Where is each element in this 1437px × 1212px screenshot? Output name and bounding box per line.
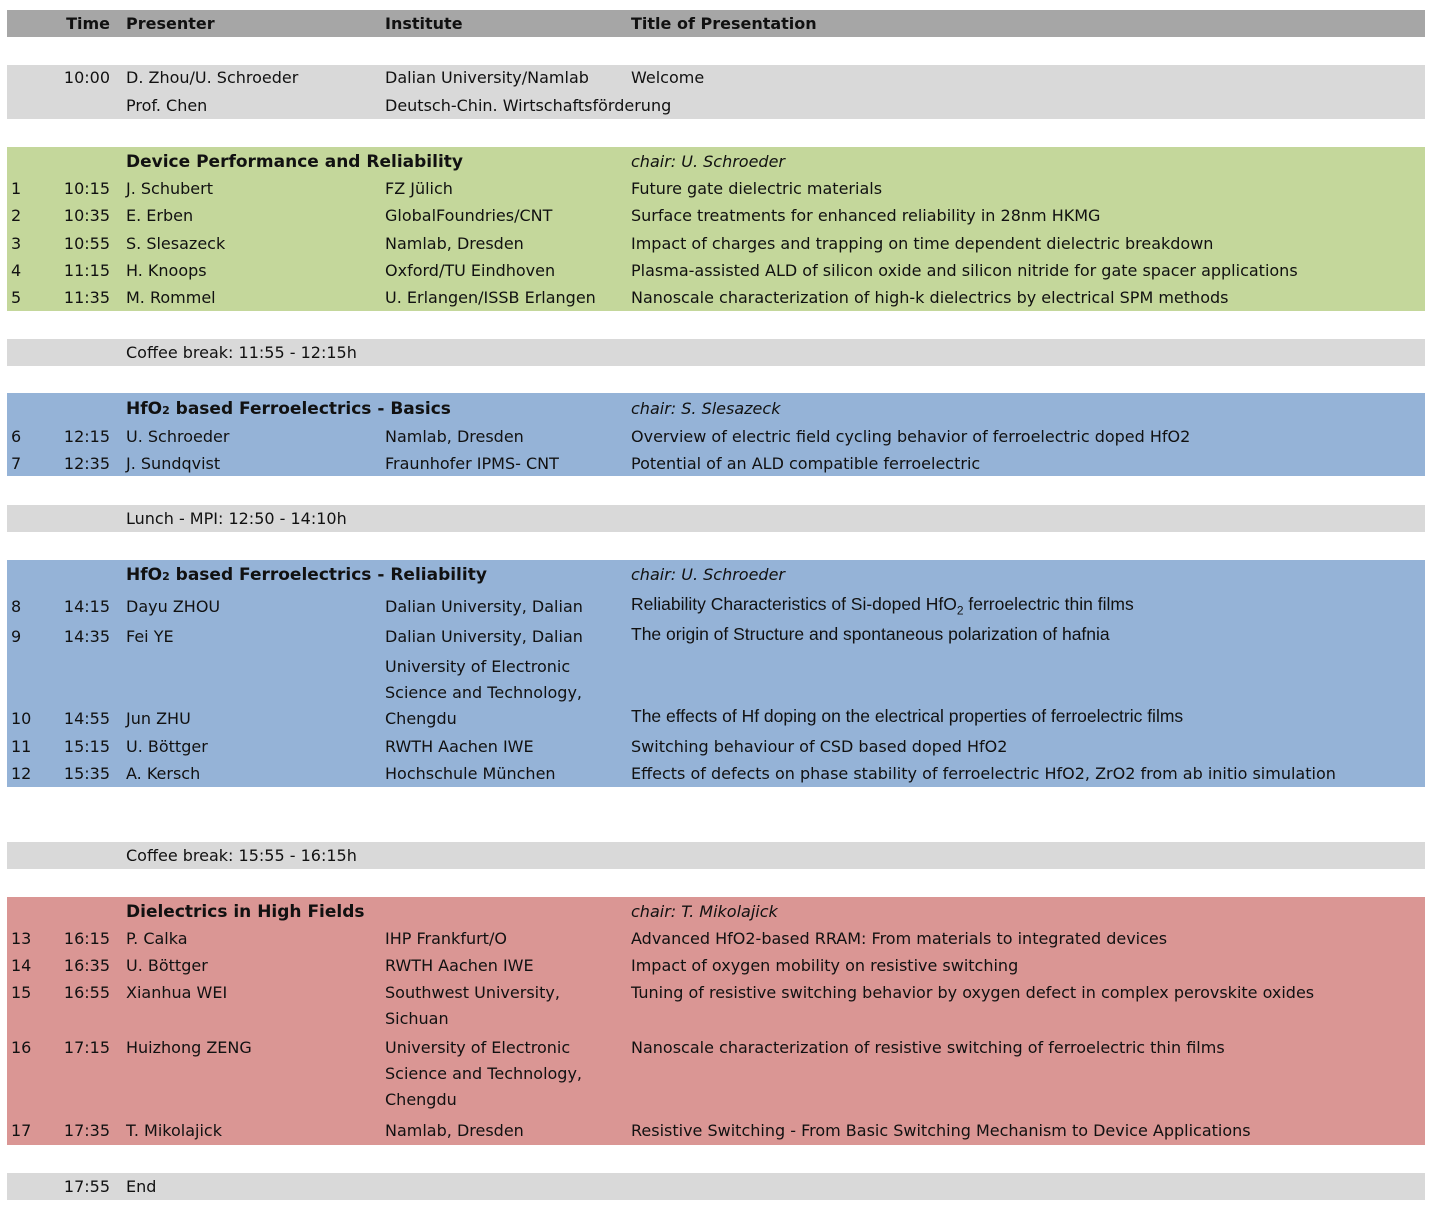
session-title: HfO2 based Ferroelectrics - Basics xyxy=(126,399,451,419)
table-row xyxy=(7,926,1425,952)
row-title: Welcome xyxy=(631,68,705,87)
row-number: 7 xyxy=(11,454,22,473)
row-number: 16 xyxy=(11,1038,32,1057)
row-time: 14:15 xyxy=(63,597,110,616)
row-title: Impact of charges and trapping on time dependent dielectric breakdown xyxy=(631,234,1214,253)
row-time: 12:15 xyxy=(63,427,110,446)
table-row xyxy=(7,203,1425,229)
row-time: 17:55 xyxy=(63,1177,110,1196)
table-row xyxy=(7,93,1425,119)
row-institute: RWTH Aachen IWE xyxy=(385,737,534,756)
header-institute: Institute xyxy=(385,14,463,33)
row-title: Reliability Characteristics of Si-doped HfO$_2$ ferroelectric thin films xyxy=(631,594,1134,618)
row-institute: U. Erlangen/ISSB Erlangen xyxy=(385,288,596,307)
row-title: Plasma-assisted ALD of silicon oxide and silicon nitride for gate spacer applications xyxy=(631,261,1298,280)
row-institute: Deutsch-Chin. Wirtschaftsförderung xyxy=(385,96,672,115)
session-chair: chair: U. Schroeder xyxy=(631,152,786,171)
row-time: 14:35 xyxy=(63,627,110,646)
row-time: 14:55 xyxy=(63,709,110,728)
table-row xyxy=(7,231,1425,257)
row-title: Nanoscale characterization of high-k dielectrics by electrical SPM methods xyxy=(631,288,1229,307)
session-chair: chair: U. Schroeder xyxy=(631,565,786,584)
row-number: 5 xyxy=(11,288,22,307)
row-institute: Oxford/TU Eindhoven xyxy=(385,261,556,280)
session-header xyxy=(7,562,1425,588)
session-title: Device Performance and Reliability xyxy=(126,152,463,172)
row-title: Potential of an ALD compatible ferroelectric xyxy=(631,454,981,473)
table-row xyxy=(7,654,1425,734)
break-label: Coffee break: 11:55 - 12:15h xyxy=(126,343,357,362)
table-row xyxy=(7,953,1425,979)
row-title: Resistive Switching - From Basic Switching Mechanism to Device Applications xyxy=(631,1121,1251,1140)
row-title: Future gate dielectric materials xyxy=(631,179,883,198)
row-title: Surface treatments for enhanced reliability in 28nm HKMG xyxy=(631,206,1101,225)
row-institute: Dalian University/Namlab xyxy=(385,68,589,87)
row-institute: Southwest University, Sichuan xyxy=(385,983,560,1028)
row-presenter: Huizhong ZENG xyxy=(126,1038,252,1057)
session-header xyxy=(7,396,1425,422)
row-institute: Hochschule München xyxy=(385,764,556,783)
row-presenter: U. Böttger xyxy=(126,737,208,756)
row-title: The origin of Structure and spontaneous polarization of hafnia xyxy=(631,624,1110,644)
row-institute: Dalian University, Dalian xyxy=(385,597,583,616)
table-row xyxy=(7,594,1425,620)
row-title: Overview of electric field cycling behavior of ferroelectric doped HfO2 xyxy=(631,427,1191,446)
row-presenter: J. Sundqvist xyxy=(126,454,221,473)
row-presenter: Fei YE xyxy=(126,627,174,646)
row-number: 6 xyxy=(11,427,22,446)
row-presenter: E. Erben xyxy=(126,206,194,225)
row-presenter: U. Schroeder xyxy=(126,427,230,446)
row-institute: RWTH Aachen IWE xyxy=(385,956,534,975)
row-institute: Dalian University, Dalian xyxy=(385,627,583,646)
row-number: 4 xyxy=(11,261,22,280)
row-institute: Namlab, Dresden xyxy=(385,1121,524,1140)
row-time: 16:15 xyxy=(63,929,110,948)
session-chair: chair: T. Mikolajick xyxy=(631,902,778,921)
row-time: 17:35 xyxy=(63,1121,110,1140)
table-row xyxy=(7,980,1425,1034)
header-title: Title of Presentation xyxy=(631,14,817,33)
session-chair: chair: S. Slesazeck xyxy=(631,399,781,418)
session-header xyxy=(7,149,1425,175)
row-institute: Namlab, Dresden xyxy=(385,234,524,253)
table-row xyxy=(7,285,1425,311)
table-row xyxy=(7,734,1425,760)
row-presenter: A. Kersch xyxy=(126,764,201,783)
row-title: Advanced HfO2-based RRAM: From materials to integrated devices xyxy=(631,929,1168,948)
row-number: 3 xyxy=(11,234,22,253)
row-time: 17:15 xyxy=(63,1038,110,1057)
row-title: Impact of oxygen mobility on resistive switching xyxy=(631,956,1019,975)
row-title: Nanoscale characterization of resistive switching of ferroelectric thin films xyxy=(631,1038,1225,1057)
table-row xyxy=(7,424,1425,450)
row-time: 15:35 xyxy=(63,764,110,783)
row-presenter: J. Schubert xyxy=(126,179,213,198)
row-number: 10 xyxy=(11,709,32,728)
end-row xyxy=(7,1173,1425,1200)
row-number: 14 xyxy=(11,956,32,975)
row-institute: University of Electronic Science and Technology, Chengdu xyxy=(385,657,583,728)
row-title: Effects of defects on phase stability of ferroelectric HfO2, ZrO2 from ab initio simulation xyxy=(631,764,1336,783)
row-presenter: Dayu ZHOU xyxy=(126,597,221,616)
row-presenter: U. Böttger xyxy=(126,956,208,975)
session-title: HfO2 based Ferroelectrics - Reliability xyxy=(126,565,487,585)
row-number: 9 xyxy=(11,627,22,646)
row-time: 10:55 xyxy=(63,234,110,253)
row-title: The effects of Hf doping on the electrical properties of ferroelectric films xyxy=(631,706,1184,726)
row-presenter: S. Slesazeck xyxy=(126,234,226,253)
row-presenter: D. Zhou/U. Schroeder xyxy=(126,68,299,87)
row-time: 15:15 xyxy=(63,737,110,756)
table-row xyxy=(7,65,1425,91)
table-row xyxy=(7,1118,1425,1144)
table-row xyxy=(7,624,1425,650)
row-time: 10:15 xyxy=(63,179,110,198)
row-institute: University of Electronic Science and Technology, Chengdu xyxy=(385,1038,583,1109)
row-institute: FZ Jülich xyxy=(385,179,453,198)
row-time: 12:35 xyxy=(63,454,110,473)
row-presenter: Prof. Chen xyxy=(126,96,208,115)
row-number: 12 xyxy=(11,764,32,783)
row-time: 10:00 xyxy=(63,68,110,87)
row-institute: Namlab, Dresden xyxy=(385,427,524,446)
row-institute: GlobalFoundries/CNT xyxy=(385,206,553,225)
table-row xyxy=(7,258,1425,284)
row-number: 13 xyxy=(11,929,32,948)
row-number: 2 xyxy=(11,206,22,225)
row-number: 17 xyxy=(11,1121,32,1140)
row-title: Switching behaviour of CSD based doped HfO2 xyxy=(631,737,1008,756)
row-presenter: H. Knoops xyxy=(126,261,207,280)
session-header xyxy=(7,899,1425,925)
table-row xyxy=(7,176,1425,202)
row-title: Tuning of resistive switching behavior by oxygen defect in complex perovskite oxides xyxy=(631,983,1315,1002)
break-row xyxy=(7,842,1425,869)
row-time: 10:35 xyxy=(63,206,110,225)
row-time: 16:55 xyxy=(63,983,110,1002)
break-label: Coffee break: 15:55 - 16:15h xyxy=(126,846,357,865)
row-time: 16:35 xyxy=(63,956,110,975)
row-presenter: M. Rommel xyxy=(126,288,216,307)
row-presenter: P. Calka xyxy=(126,929,188,948)
session-title: Dielectrics in High Fields xyxy=(126,902,365,922)
row-number: 1 xyxy=(11,179,22,198)
end-label: End xyxy=(126,1177,157,1196)
row-presenter: Jun ZHU xyxy=(126,709,191,728)
row-time: 11:15 xyxy=(63,261,110,280)
table-row xyxy=(7,761,1425,787)
row-presenter: Xianhua WEI xyxy=(126,983,228,1002)
table-header xyxy=(7,10,1425,37)
row-institute: IHP Frankfurt/O xyxy=(385,929,507,948)
row-presenter: T. Mikolajick xyxy=(126,1121,222,1140)
row-number: 11 xyxy=(11,737,32,756)
row-number: 8 xyxy=(11,597,22,616)
break-row xyxy=(7,339,1425,366)
header-time: Time xyxy=(66,14,110,33)
row-number: 15 xyxy=(11,983,32,1002)
table-row xyxy=(7,451,1425,477)
break-row xyxy=(7,505,1425,532)
header-presenter: Presenter xyxy=(126,14,215,33)
row-institute: Fraunhofer IPMS- CNT xyxy=(385,454,559,473)
table-row xyxy=(7,1035,1425,1115)
row-time: 11:35 xyxy=(63,288,110,307)
break-label: Lunch - MPI: 12:50 - 14:10h xyxy=(126,509,347,528)
